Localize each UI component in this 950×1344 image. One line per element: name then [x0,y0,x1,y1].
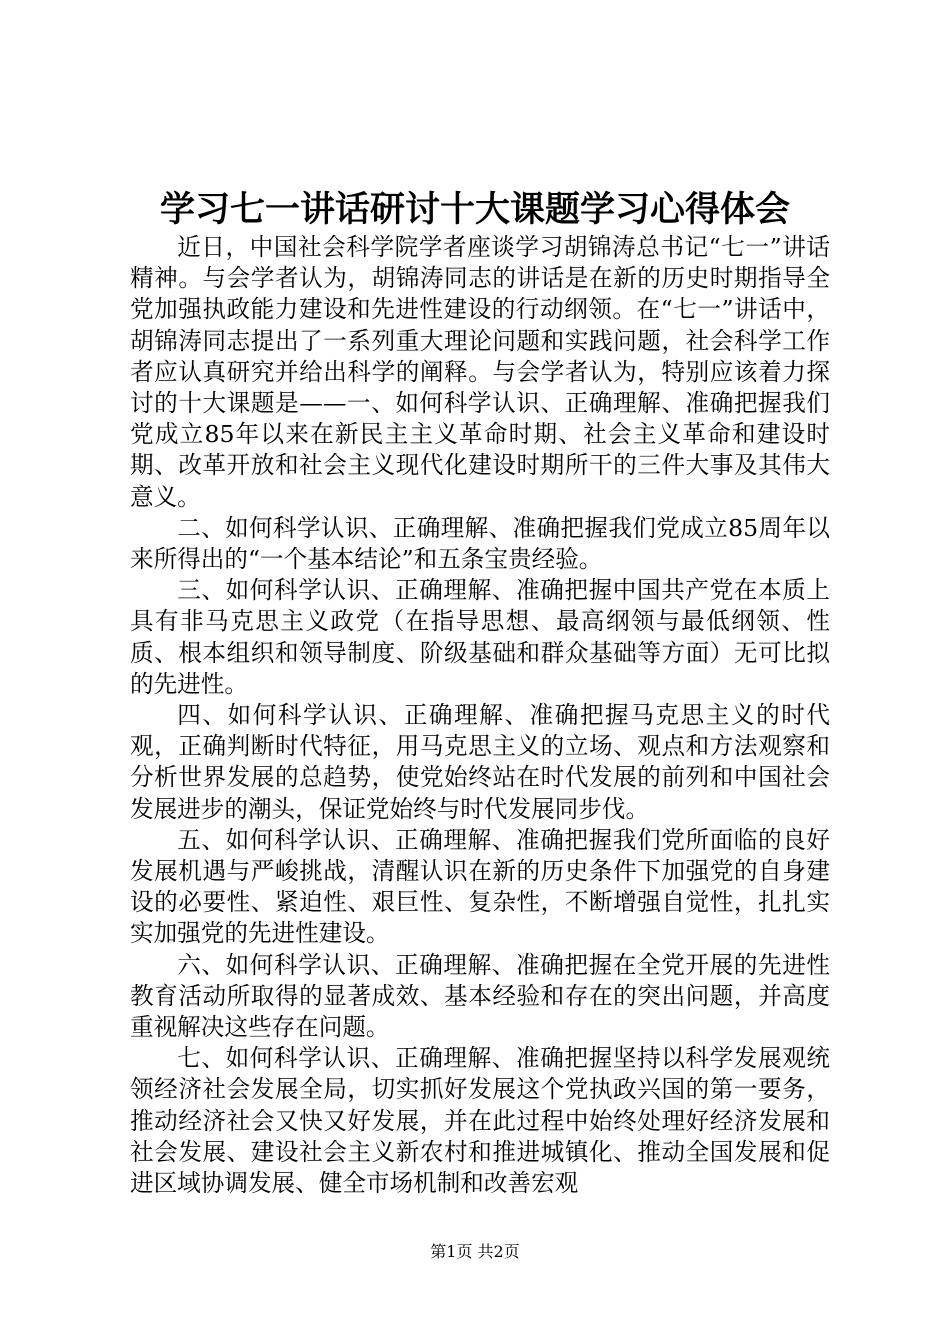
document-body [130,232,830,1199]
paragraph-intro: 近日，中国社会科学院学者座谈学习胡锦涛总书记“七一”讲话精神。与会学者认为，胡锦涛同志的讲话是在新的历史时期指导全党加强执政能力建设和先进性建设的行动纲领。在“七一”讲话中，胡锦涛同志提出了一系列重大理论问题和实践问题，社会科学工作者应认真研究并给出科学的阐释。与会学者认为，特别应该着力探讨的十大课题是——一、如何科学认识、正确理解、准确把握我们党成立85年以来在新民主主义革命时期、社会主义革命和建设时期、改革开放和社会主义现代化建设时期所干的三件大事及其伟大意义。 [130,233,830,511]
paragraph-topic-3: 三、如何科学认识、正确理解、准确把握中国共产党在本质上具有非马克思主义政党（在指导思想、最高纲领与最低纲领、性质、根本组织和领导制度、阶级基础和群众基础等方面）无可比拟的先进性。 [130,576,830,698]
page-number-footer: 第1页 共2页 [430,1242,520,1261]
paragraph-topic-4: 四、如何科学认识、正确理解、准确把握马克思主义的时代观，正确判断时代特征，用马克思主义的立场、观点和方法观察和分析世界发展的总趋势，使党始终站在时代发展的前列和中国社会发展进步的潮头，保证党始终与时代发展同步伐。 [130,701,830,823]
paragraph-topic-2: 二、如何科学认识、正确理解、准确把握我们党成立85周年以来所得出的“一个基本结论”和五条宝贵经验。 [130,513,830,574]
paragraph-topic-5: 五、如何科学认识、正确理解、准确把握我们党所面临的良好发展机遇与严峻挑战，清醒认识在新的历史条件下加强党的自身建设的必要性、紧迫性、艰巨性、复杂性，不断增强自觉性，扎扎实实加强党的先进性建设。 [130,825,830,948]
paragraph-topic-7: 七、如何科学认识、正确理解、准确把握坚持以科学发展观统领经济社会发展全局，切实抓好发展这个党执政兴国的第一要务，推动经济社会又快又好发展，并在此过程中始终处理好经济发展和社会发展、建设社会主义新农村和推进城镇化、推动全国发展和促进区域协调发展、健全市场机制和改善宏观 [130,1044,830,1198]
document-title: 学习七一讲话研讨十大课题学习心得体会 [159,189,790,230]
paragraph-topic-6: 六、如何科学认识、正确理解、准确把握在全党开展的先进性教育活动所取得的显著成效、基本经验和存在的突出问题，并高度重视解决这些存在问题。 [130,950,830,1042]
